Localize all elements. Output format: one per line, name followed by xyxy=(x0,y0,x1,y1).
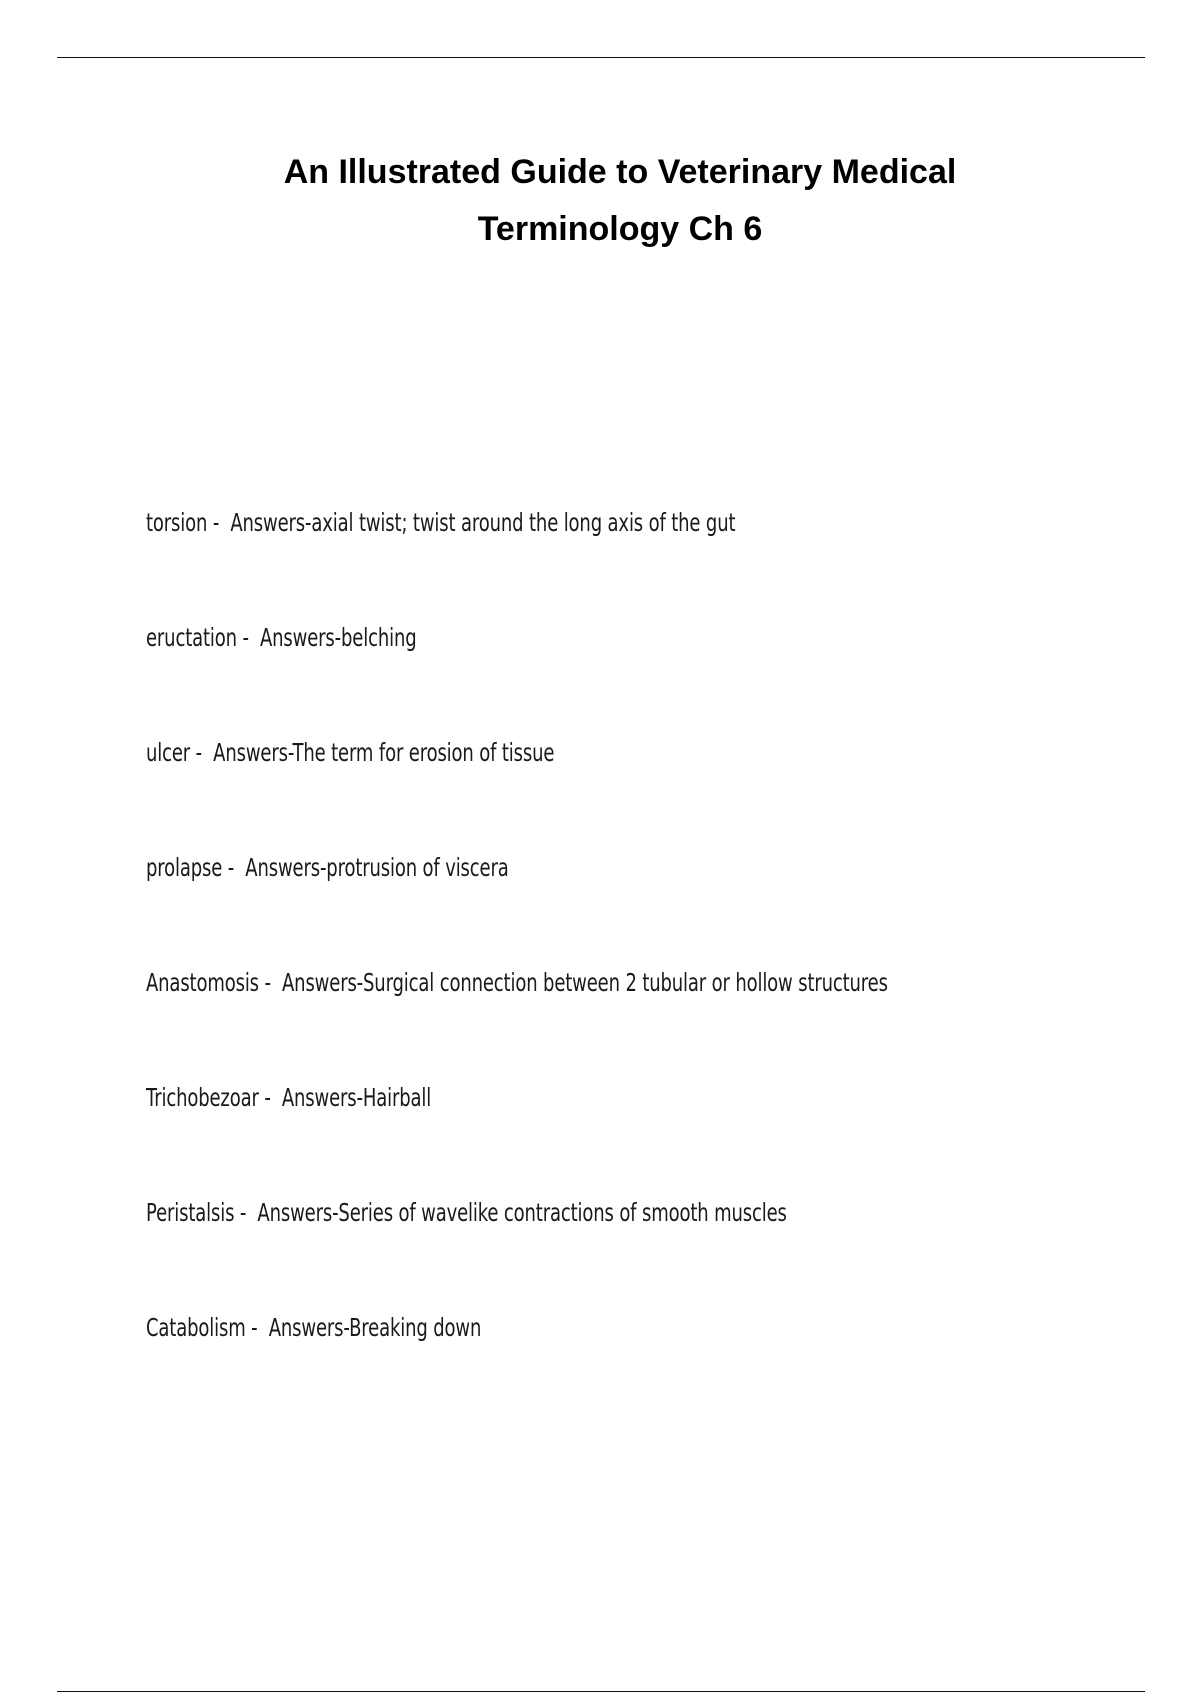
entry-answer: Answers-axial twist; twist around the long axis of the gut xyxy=(230,508,736,537)
flashcard-entry xyxy=(146,1305,866,1420)
flashcard-entry xyxy=(146,960,888,1075)
entry-answer: Answers-Series of wavelike contractions of smooth muscles xyxy=(257,1198,787,1227)
flashcard-entry xyxy=(146,1190,866,1305)
entry-answer: Answers-Surgical connection between 2 tubular or hollow structures xyxy=(282,968,888,997)
entry-term: Anastomosis xyxy=(146,968,259,997)
entry-answer: Answers-protrusion of viscera xyxy=(245,853,509,882)
top-divider xyxy=(57,57,1145,58)
entry-answer: Answers-The term for erosion of tissue xyxy=(213,738,555,767)
entry-separator: - xyxy=(236,623,260,652)
flashcard-list xyxy=(146,500,1146,1420)
entry-separator: - xyxy=(234,1198,258,1227)
flashcard-entry xyxy=(146,500,866,615)
entry-separator: - xyxy=(245,1313,269,1342)
title-line-1: An Illustrated Guide to Veterinary Medical xyxy=(283,153,957,191)
entry-term: torsion xyxy=(146,508,208,537)
flashcard-entry xyxy=(146,730,866,845)
entry-separator: - xyxy=(190,738,214,767)
title-line-2: Terminology Ch 6 xyxy=(477,210,763,248)
entry-term: eructation xyxy=(146,623,237,652)
flashcard-entry xyxy=(146,615,866,730)
flashcard-entry xyxy=(146,845,866,960)
entry-term: Catabolism xyxy=(146,1313,246,1342)
entry-separator: - xyxy=(222,853,246,882)
document-title xyxy=(100,144,1140,258)
entry-separator: - xyxy=(258,1083,282,1112)
entry-term: ulcer xyxy=(146,738,191,767)
entry-term: Peristalsis xyxy=(146,1198,235,1227)
flashcard-entry xyxy=(146,1075,866,1190)
entry-answer: Answers-belching xyxy=(259,623,417,652)
entry-answer: Answers-Breaking down xyxy=(268,1313,482,1342)
bottom-divider xyxy=(57,1691,1145,1692)
entry-answer: Answers-Hairball xyxy=(281,1083,432,1112)
entry-separator: - xyxy=(207,508,231,537)
entry-term: Trichobezoar xyxy=(146,1083,259,1112)
entry-separator: - xyxy=(258,968,283,997)
entry-term: prolapse xyxy=(146,853,223,882)
